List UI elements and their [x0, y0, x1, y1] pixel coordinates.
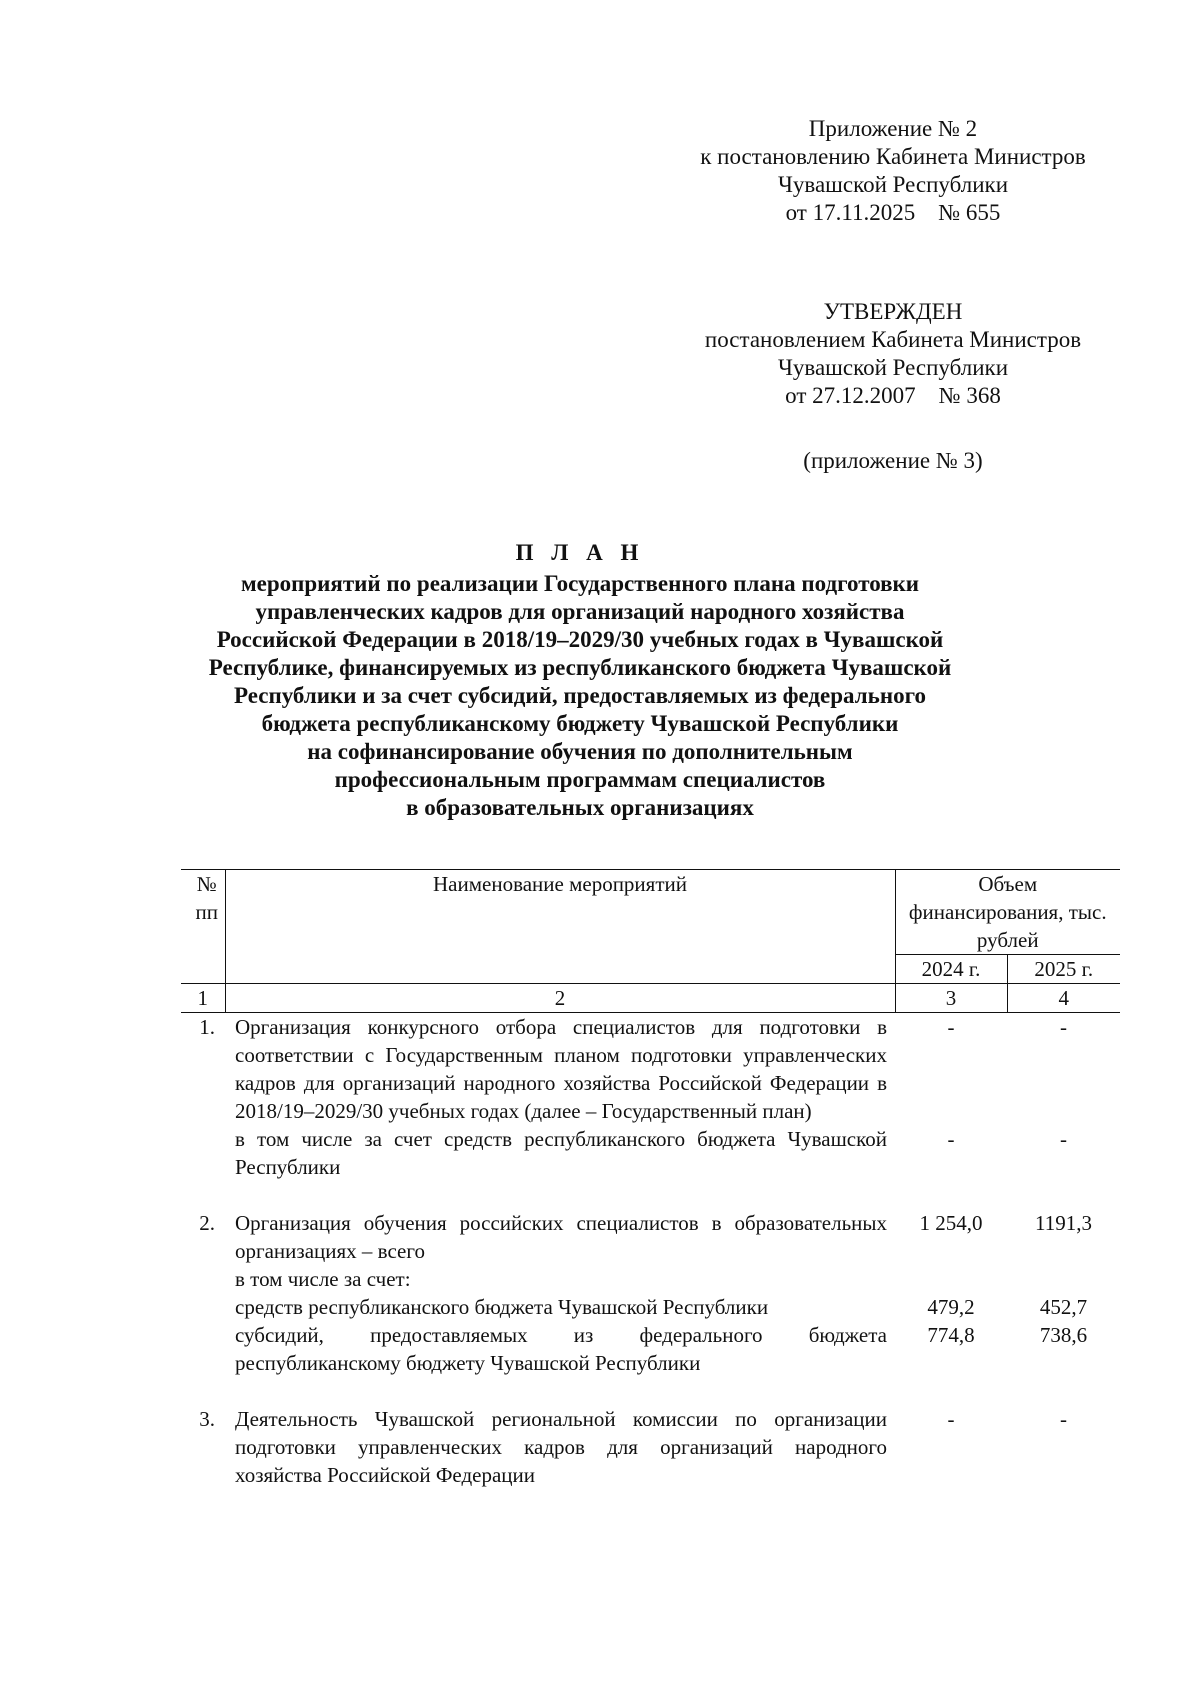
subrow-value-2025: 738,6: [1039, 1323, 1088, 1347]
subrow-text: в том числе за счет:: [235, 1267, 411, 1291]
colnum-2: 2: [225, 984, 895, 1013]
approved-appendix-note: (приложение № 3): [803, 448, 983, 473]
table-row: [181, 1209, 1120, 1265]
title-line: Российской Федерации в 2018/19–2029/30 учебных годах в Чувашской: [216, 627, 944, 652]
row-value-2025: -: [1060, 1015, 1067, 1039]
subrow-value-2025: 452,7: [1039, 1295, 1088, 1319]
row-value-2024: -: [947, 1407, 955, 1431]
approved-header: [660, 298, 1126, 410]
colnum-4: 4: [1007, 984, 1120, 1013]
appendix-republic: Чувашской Республики: [777, 172, 1009, 197]
subrow-value-2025: -: [1060, 1127, 1067, 1151]
colnum-3: 3: [895, 984, 1007, 1013]
document-title: [180, 539, 980, 822]
row-value-2024: 1 254,0: [919, 1211, 983, 1235]
row-text: Деятельность Чувашской региональной комиссии по организации подготовки управленческих кадров для организаций народного хозяйства Российской Федерации: [235, 1407, 887, 1487]
row-number: 1.: [199, 1015, 215, 1039]
title-line: бюджета республиканскому бюджету Чувашской Республики: [261, 711, 899, 736]
subrow-value-2024: [895, 1265, 1007, 1293]
appendix-header: [660, 115, 1126, 227]
subrow-value-2024: -: [947, 1127, 955, 1151]
table-header-row: [181, 870, 1120, 955]
title-line: профессиональным программам специалистов: [334, 767, 826, 792]
subrow-text: средств республиканского бюджета Чувашской Республики: [235, 1295, 769, 1319]
subrow-value-2024: 479,2: [927, 1295, 975, 1319]
table-subrow: [181, 1265, 1120, 1293]
row-number: 3.: [199, 1407, 215, 1431]
approved-decree: постановлением Кабинета Министров: [704, 327, 1082, 352]
subrow-text: субсидий, предоставляемых из федерального бюджета республиканскому бюджету Чувашской Республики: [235, 1323, 887, 1375]
row-number: 2.: [199, 1211, 215, 1235]
title-line: управленческих кадров для организаций народного хозяйства: [255, 599, 905, 624]
appendix-decree: к постановлению Кабинета Министров: [700, 144, 1086, 169]
title-line: в образовательных организациях: [406, 795, 754, 820]
row-value-2025: -: [1060, 1407, 1067, 1431]
row-text: Организация конкурсного отбора специалистов для подготовки в соответствии с Государственным планом подготовки управленческих кадров для организаций народного хозяйства Российской Федерации в 2018/19–2029/30 учебных годах (далее – Государственный план): [235, 1015, 887, 1123]
title-line: Республики и за счет субсидий, предоставляемых из федерального: [234, 683, 926, 708]
row-value-2024: -: [947, 1015, 955, 1039]
table-colnum-row: [181, 984, 1120, 1013]
header-num-text: № пп: [195, 872, 218, 924]
header-volume: Объем финансирования, тыс. рублей: [895, 870, 1120, 955]
plan-table: [181, 869, 1120, 1489]
title-line: мероприятий по реализации Государственного плана подготовки: [240, 571, 920, 596]
table-subrow: [181, 1125, 1120, 1181]
subrow-text: в том числе за счет средств республиканского бюджета Чувашской Республики: [235, 1127, 887, 1179]
header-year-2025: 2025 г.: [1007, 955, 1120, 984]
header-num: [181, 870, 225, 984]
title-line: на софинансирование обучения по дополнительным: [307, 739, 853, 764]
table-row: [181, 1013, 1120, 1126]
plan-heading: П Л А Н: [515, 540, 645, 565]
subrow-value-2025: [1007, 1265, 1120, 1293]
header-year-2024: 2024 г.: [895, 955, 1007, 984]
row-text: Организация обучения российских специалистов в образовательных организациях – всего: [235, 1211, 887, 1263]
title-line: Республике, финансируемых из республиканского бюджета Чувашской: [208, 655, 952, 680]
header-name: Наименование мероприятий: [225, 870, 895, 984]
colnum-1: 1: [181, 984, 225, 1013]
approved-republic: Чувашской Республики: [777, 355, 1009, 380]
table-row: [181, 1405, 1120, 1489]
approved-date: от 27.12.2007 № 368: [785, 383, 1001, 408]
approved-label: УТВЕРЖДЕН: [823, 299, 963, 324]
appendix-number: Приложение № 2: [808, 116, 978, 141]
appendix-date: от 17.11.2025 № 655: [785, 200, 1001, 225]
table-subrow: [181, 1293, 1120, 1321]
table-subrow: [181, 1321, 1120, 1377]
subrow-value-2024: 774,8: [927, 1323, 975, 1347]
row-value-2025: 1191,3: [1035, 1211, 1092, 1235]
